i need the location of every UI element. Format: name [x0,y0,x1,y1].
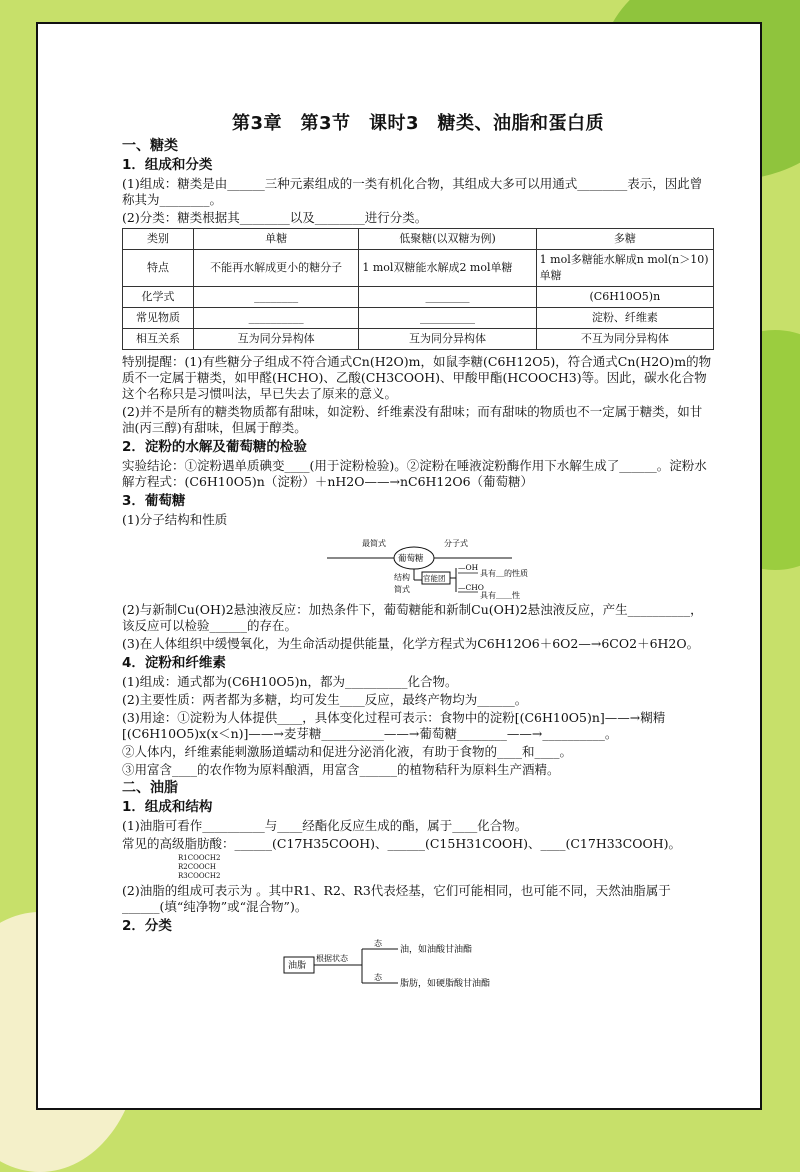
table-header-cell: 多糖 [536,229,713,250]
subheading-composition-structure: 1．组成和结构 [122,799,213,815]
paragraph-fatty-acids: 常见的高级脂肪酸：______(C17H35COOH)、______(C15H31COOH)、____(C17H33COOH)。 [122,836,681,851]
label-formula: 分子式 [444,539,468,548]
structure-line: R1COOCH2 [178,854,221,862]
paragraph-composition: (1)组成：糖类是由______三种元素组成的一类有机化合物，其组成大多可以用通式________表示，因此曾称其为________。 [122,176,703,207]
table-header-cell: 单糖 [193,229,358,250]
paragraph-uses: (3)用途：①淀粉为人体提供____，具体变化过程可表示：食物中的淀粉[(C6H10O5)n]——→糊精[(C6H10O5)x(x＜n)]——→麦芽糖__________——→葡萄糖________——→__________。 [122,710,666,741]
paragraph-structure: (1)分子结构和性质 [122,512,228,527]
table-row [123,287,714,308]
table-header-cell: 类别 [123,229,194,250]
table-cell: 1 mol双糖能水解成2 mol单糖 [359,250,536,287]
oil-root-label: 油脂 [288,961,307,971]
label-cho: —CHO [458,583,484,592]
label-structural: 结构 [394,573,410,582]
document-page [36,22,762,1110]
paragraph-oil-composition: (1)油脂可看作__________与____经酯化反应生成的酯，属于____化合物。 [122,818,528,833]
table-row [123,329,714,350]
label-functional: 官能团 [423,574,446,583]
sugar-classification-table [122,228,714,350]
paragraph-classification: (2)分类：糖类根据其________以及________进行分类。 [122,210,428,225]
glucose-node-label: 葡萄糖 [398,554,424,564]
section-heading-oils: 二、油脂 [122,780,178,796]
structure-line: R3COOCH2 [178,872,221,880]
classification-basis: 根据状态 [316,954,348,963]
paragraph-properties: (2)主要性质：两者都为多糖，均可发生____反应，最终产物均为______。 [122,692,528,707]
label-property-2: 具有＿＿性 [480,591,520,600]
table-cell: 化学式 [123,287,194,308]
glucose-structure-diagram [322,530,552,600]
table-row [123,308,714,329]
subheading-glucose: 3．葡萄糖 [122,493,186,509]
tip-paragraph: (2)并不是所有的糖类物质都有甜味，如淀粉、纤维素没有甜味；而有甜味的物质也不一定属于糖类，如甘油(丙三醇)有甜味，但属于醇类。 [122,404,703,435]
document-content [122,113,714,997]
oil-leaf-1: 油，如油酸甘油酯 [400,945,473,955]
paragraph-composition-2: (1)组成：通式都为(C6H10O5)n，都为__________化合物。 [122,674,458,689]
table-cell: 不互为同分异构体 [536,329,713,350]
label-property-1: 具有＿的性质 [480,569,528,578]
tip-paragraph: 特别提醒：(1)有些糖分子组成不符合通式Cn(H2O)m，如鼠李糖(C6H12O5)，符合通式Cn(H2O)m的物质不一定属于糖类，如甲醛(HCHO)、乙酸(CH3COOH)、甲酸甲酯(HCOOCH3)等。因此，碳水化合物这个名称只是习惯叫法，早已失去了原来的意义。 [122,354,712,401]
table-cell: 特点 [123,250,194,287]
paragraph-uses-2: ②人体内，纤维素能刺激肠道蠕动和促进分泌消化液，有助于食物的____和____。 [122,744,573,759]
table-cell: __________ [359,308,536,329]
subheading-classification: 2．分类 [122,918,172,934]
label-simplest: 最简式 [362,539,386,548]
table-cell: 互为同分异构体 [193,329,358,350]
subheading-starch-hydrolysis: 2．淀粉的水解及葡萄糖的检验 [122,439,307,455]
paragraph-cu-reaction: (2)与新制Cu(OH)2悬浊液反应：加热条件下，葡萄糖能和新制Cu(OH)2悬浊液反应，产生__________，该反应可以检验______的存在。 [122,602,703,633]
subheading-composition: 1．组成和分类 [122,157,213,173]
table-cell: 不能再水解成更小的糖分子 [193,250,358,287]
table-cell: 互为同分异构体 [359,329,536,350]
subheading-starch-cellulose: 4．淀粉和纤维素 [122,655,226,671]
paragraph-oil-formula: (2)油脂的组成可表示为 。其中R1、R2、R3代表烃基，它们可能相同，也可能不同，天然油脂属于______(填“纯净物”或“混合物”)。 [122,883,671,914]
table-row [123,250,714,287]
table-header-row [123,229,714,250]
table-cell: (C6H10O5)n [536,287,713,308]
oil-classification-diagram [282,937,532,995]
table-cell: ________ [193,287,358,308]
state-label-2: 态 [374,973,382,982]
label-simple: 简式 [394,585,410,594]
table-cell: ________ [359,287,536,308]
oil-leaf-2: 脂肪，如硬脂酸甘油酯 [400,979,491,989]
table-cell: 常见物质 [123,308,194,329]
structure-line: R2COOCH [178,863,217,871]
table-header-cell: 低聚糖(以双糖为例) [359,229,536,250]
table-cell: 1 mol多糖能水解成n mol(n＞10)单糖 [536,250,713,287]
section-heading-sugars: 一、糖类 [122,138,178,154]
table-cell: __________ [193,308,358,329]
page-title: 第3章 第3节 课时3 糖类、油脂和蛋白质 [231,113,605,134]
state-label-1: 态 [374,939,382,948]
table-cell: 相互关系 [123,329,194,350]
paragraph-uses-3: ③用富含____的农作物为原料酿酒，用富含______的植物秸秆为原料生产酒精。 [122,762,560,777]
paragraph-oxidation: (3)在人体组织中缓慢氧化，为生命活动提供能量，化学方程式为C6H12O6＋6O2—→6CO2＋6H2O。 [122,636,700,651]
triglyceride-structure [178,854,714,881]
table-cell: 淀粉、纤维素 [536,308,713,329]
paragraph-starch-experiment: 实验结论：①淀粉遇单质碘变____(用于淀粉检验)。②淀粉在唾液淀粉酶作用下水解生成了______。淀粉水解方程式：(C6H10O5)n（淀粉）＋nH2O——→nC6H12O6（葡萄糖） [122,458,707,489]
label-oh: —OH [458,563,479,572]
